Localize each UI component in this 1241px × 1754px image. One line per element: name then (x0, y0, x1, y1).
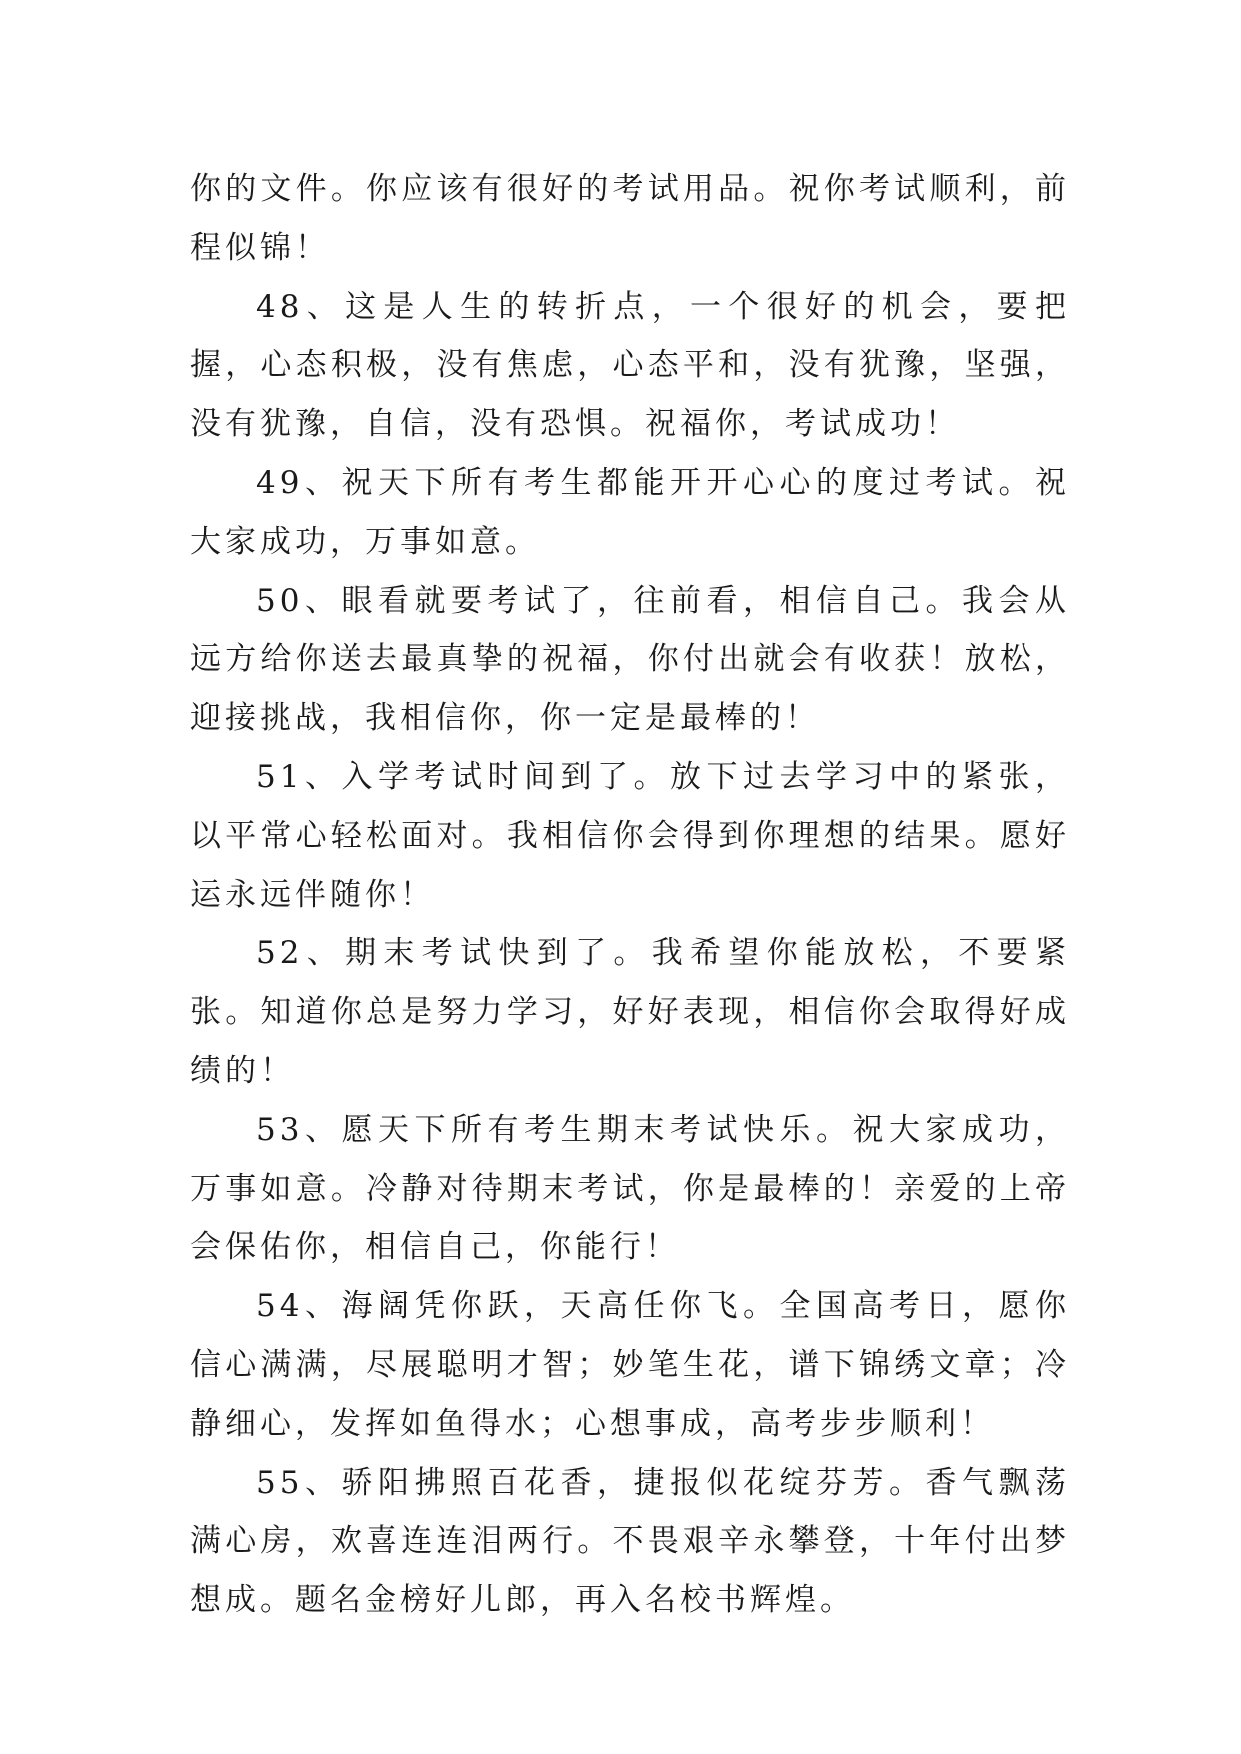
paragraph-54: 54、海阔凭你跃，天高任你飞。全国高考日，愿你信心满满，尽展聪明才智；妙笔生花，谱下锦绣文章；冷静细心，发挥如鱼得水；心想事成，高考步步顺利！ (190, 1288, 1070, 1442)
paragraph-53: 53、愿天下所有考生期末考试快乐。祝大家成功，万事如意。冷静对待期末考试，你是最棒的！亲爱的上帝会保佑你，相信自己，你能行！ (190, 1111, 1070, 1266)
paragraph-48: 48、这是人生的转折点，一个很好的机会，要把握，心态积极，没有焦虑，心态平和，没有犹豫，坚强，没有犹豫，自信，没有恐惧。祝福你，考试成功！ (190, 288, 1070, 443)
paragraph-50: 50、眼看就要考试了，往前看，相信自己。我会从远方给你送去最真挚的祝福，你付出就会有收获！放松，迎接挑战，我相信你，你一定是最棒的！ (190, 582, 1070, 737)
paragraph-51: 51、入学考试时间到了。放下过去学习中的紧张，以平常心轻松面对。我相信你会得到你理想的结果。愿好运永远伴随你！ (190, 758, 1070, 913)
paragraph-continuation: 你的文件。你应该有很好的考试用品。祝你考试顺利，前程似锦！ (190, 171, 1070, 266)
paragraph-55: 55、骄阳拂照百花香，捷报似花绽芬芳。香气飘荡满心房，欢喜连连泪两行。不畏艰辛永攀登，十年付出梦想成。题名金榜好儿郎，再入名校书辉煌。 (190, 1464, 1070, 1619)
paragraph-49: 49、祝天下所有考生都能开开心心的度过考试。祝大家成功，万事如意。 (190, 464, 1070, 560)
paragraph-52: 52、期末考试快到了。我希望你能放松，不要紧张。知道你总是努力学习，好好表现，相信你会取得好成绩的！ (190, 935, 1070, 1089)
document-body (190, 160, 1070, 1630)
